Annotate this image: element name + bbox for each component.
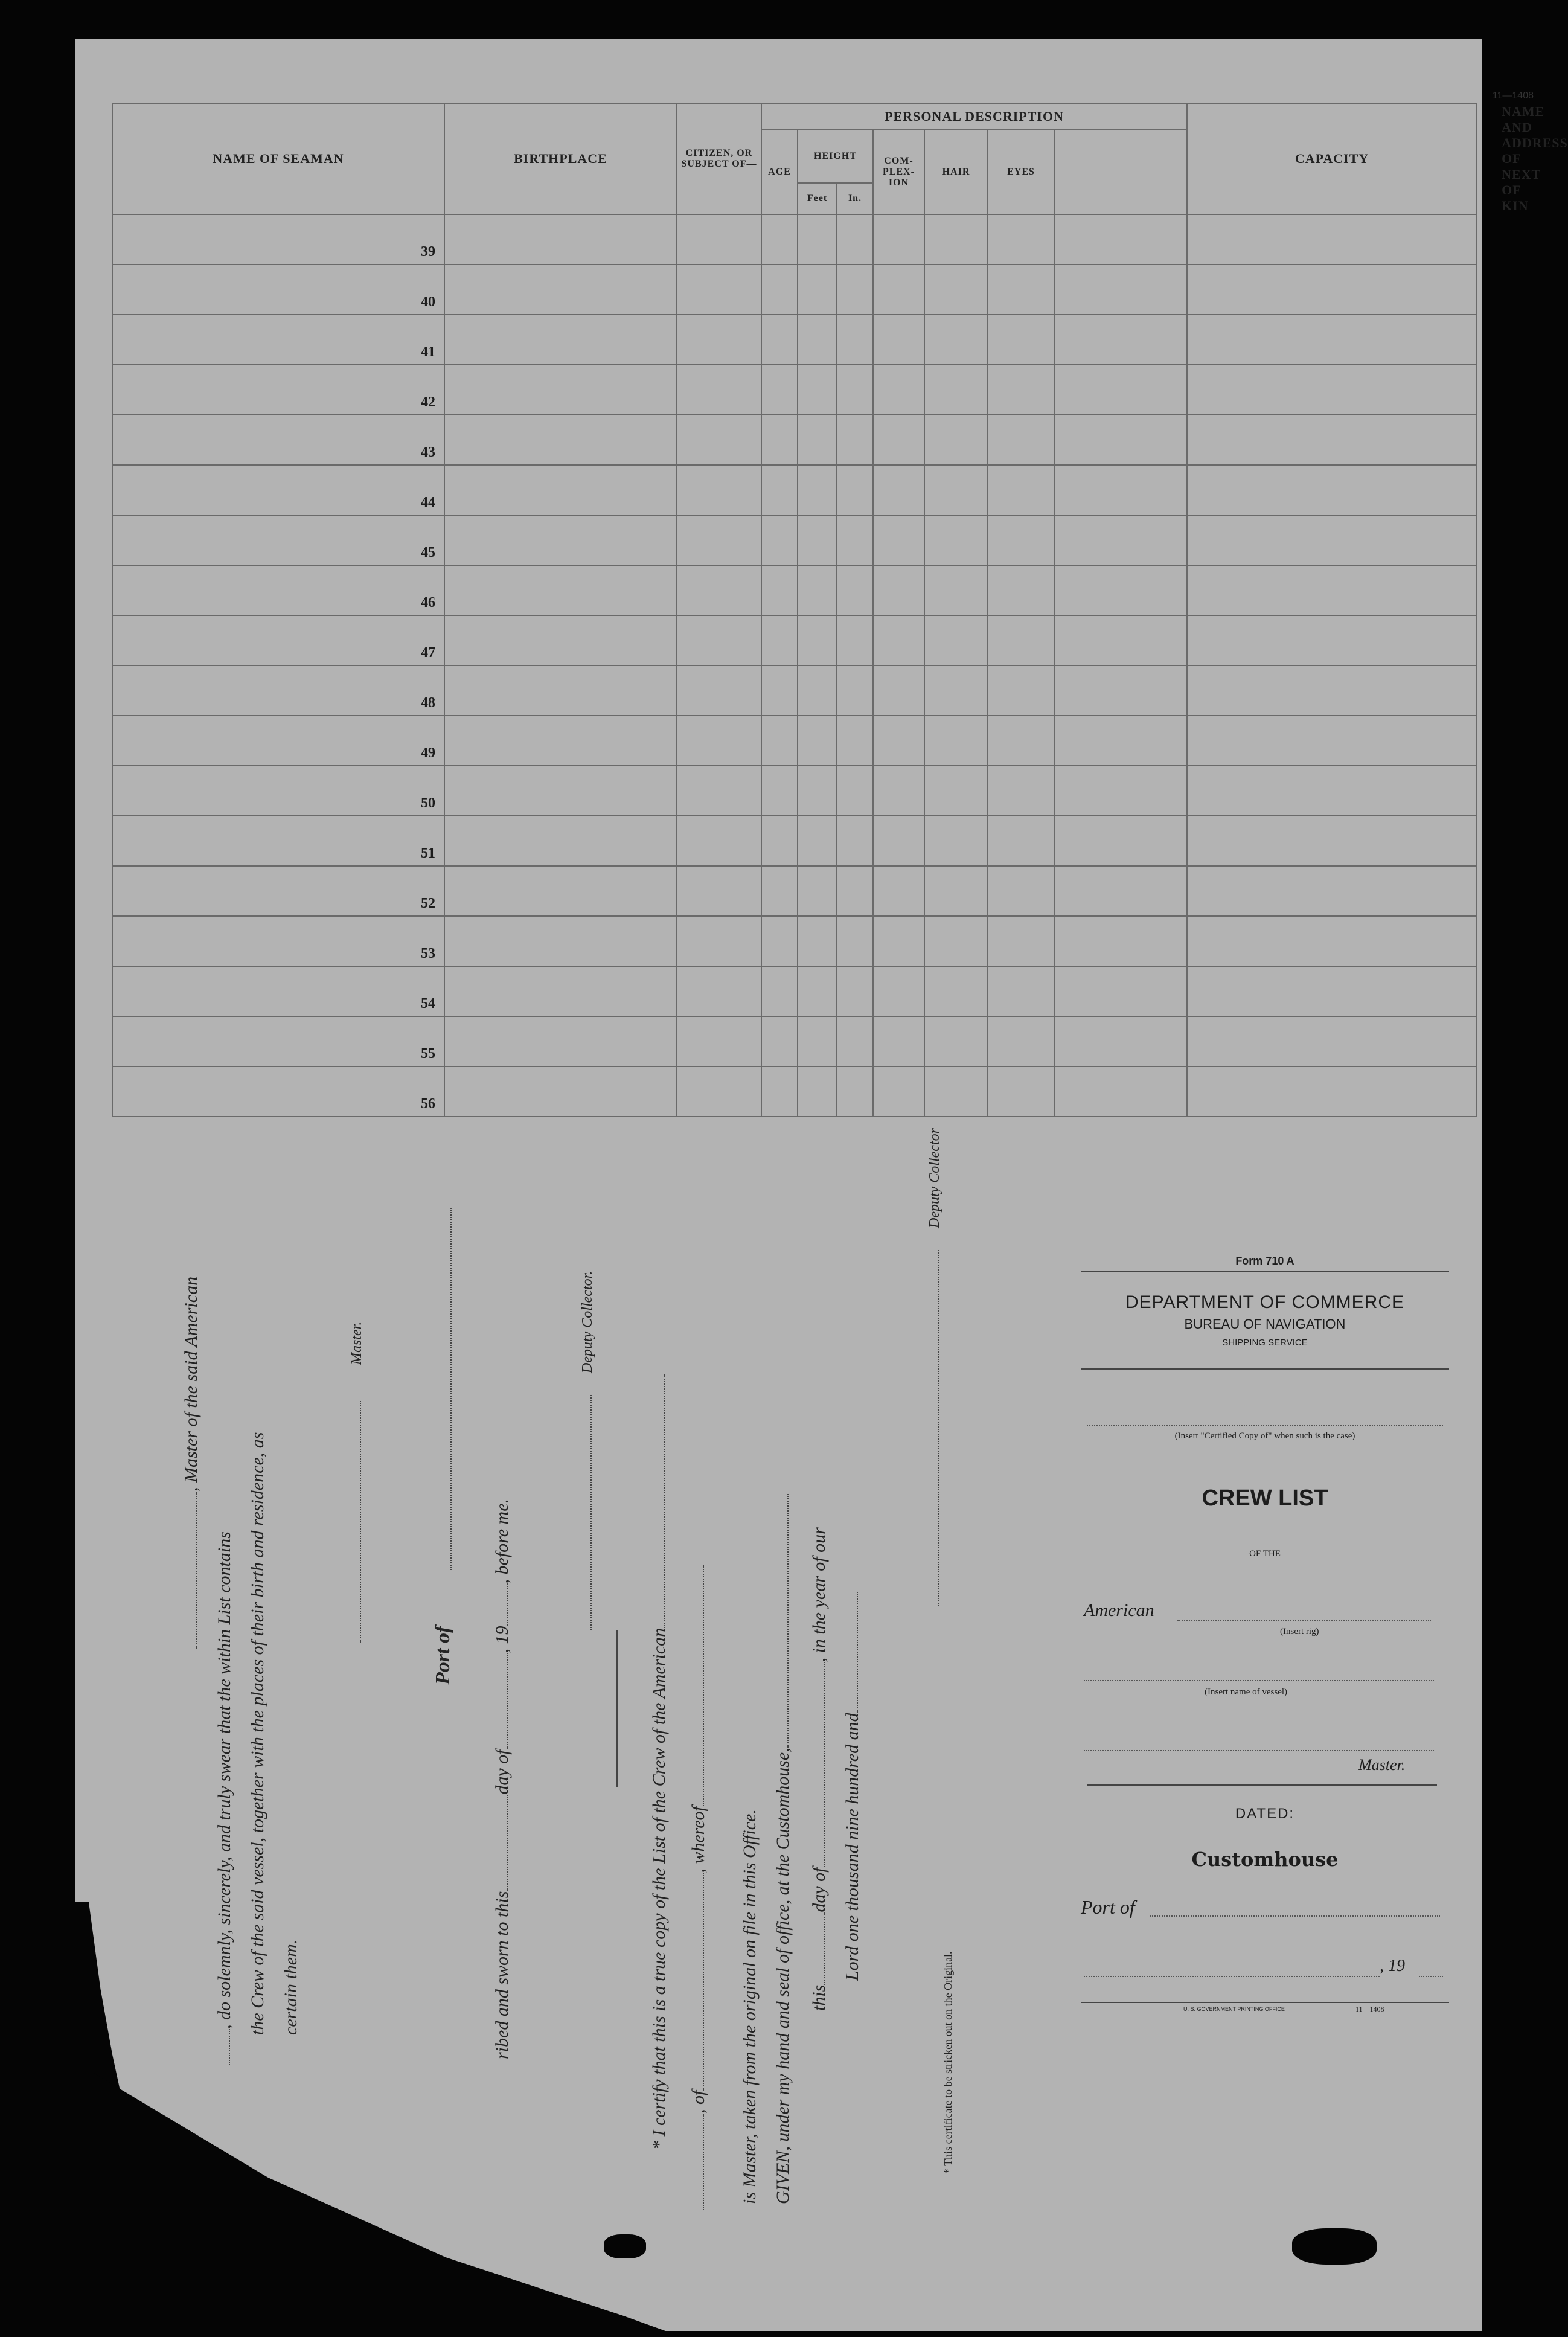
blank-cell <box>761 916 798 966</box>
blank-cell <box>761 465 798 515</box>
header-hair: HAIR <box>924 130 988 214</box>
blank-cell <box>873 214 924 264</box>
american-label: American <box>1084 1600 1154 1620</box>
blank-cell <box>837 866 873 916</box>
insert-rig-note: (Insert rig) <box>1280 1627 1319 1637</box>
blank-cell <box>837 615 873 665</box>
blank-cell <box>444 615 677 665</box>
blank-cell <box>924 766 988 816</box>
blank-cell <box>837 315 873 365</box>
certificate-line-2: is Master, taken from the original on file in this Office. <box>740 1809 760 2204</box>
ink-blot <box>1292 2228 1377 2265</box>
oath-line-1: , Master of the said American <box>181 1277 202 1649</box>
oath-subscribed-line: ribed and sworn to thisday of, 19, before me. <box>492 1498 512 2059</box>
blank-cell <box>677 365 761 415</box>
year-label: , 19 <box>1380 1957 1405 1975</box>
year-line <box>1419 1976 1443 1977</box>
blank-cell <box>873 465 924 515</box>
blank-cell <box>924 565 988 615</box>
blank-cell <box>873 866 924 916</box>
blank-cell <box>798 264 837 315</box>
certificate-deputy-collector: Deputy Collector <box>927 1128 943 1606</box>
certificate-line-1: * I certify that this is a true copy of the List of the Crew of the American <box>649 1374 670 2150</box>
blank-cell <box>873 315 924 365</box>
blank-cell <box>1187 565 1477 615</box>
blank-cell <box>444 315 677 365</box>
blank-cell <box>873 665 924 716</box>
port-of-label: Port of <box>1081 1896 1135 1918</box>
blank-cell <box>924 615 988 665</box>
row-number: 44 <box>112 465 444 515</box>
blank-cell <box>761 415 798 465</box>
blank-cell <box>924 665 988 716</box>
blank-cell <box>444 515 677 565</box>
blank-cell <box>873 415 924 465</box>
blank-cell <box>1187 816 1477 866</box>
blank-cell <box>837 565 873 615</box>
blank-cell <box>761 615 798 665</box>
blank-cell <box>988 866 1054 916</box>
table-row <box>112 264 1477 315</box>
blank-cell <box>761 264 798 315</box>
header-feet: Feet <box>798 183 837 214</box>
blank-cell <box>677 816 761 866</box>
blank-cell <box>1187 465 1477 515</box>
blank-cell <box>1054 1066 1187 1117</box>
row-number: 52 <box>112 866 444 916</box>
blank-cell <box>677 665 761 716</box>
blank-cell <box>1054 665 1187 716</box>
blank-cell <box>873 365 924 415</box>
table-row <box>112 665 1477 716</box>
blank-cell <box>1054 365 1187 415</box>
blank-cell <box>677 766 761 816</box>
blank-cell <box>873 515 924 565</box>
table-row <box>112 465 1477 515</box>
header-eyes: EYES <box>988 130 1054 214</box>
divider <box>1087 1784 1437 1786</box>
blank-cell <box>798 966 837 1016</box>
blank-cell <box>1187 916 1477 966</box>
blank-cell <box>837 766 873 816</box>
header-capacity: CAPACITY <box>1187 103 1477 214</box>
of-the-label: OF THE <box>1249 1549 1281 1559</box>
certificate-of-whereof: , of, whereof <box>688 1565 709 2210</box>
cover-form-code: 11—1408 <box>1355 2005 1384 2013</box>
blank-cell <box>924 816 988 866</box>
blank-cell <box>924 966 988 1016</box>
blank-cell <box>677 415 761 465</box>
blank-cell <box>873 966 924 1016</box>
blank-cell <box>677 264 761 315</box>
blank-cell <box>444 365 677 415</box>
blank-cell <box>677 214 761 264</box>
blank-cell <box>924 214 988 264</box>
blank-cell <box>1054 615 1187 665</box>
blank-cell <box>988 916 1054 966</box>
table-row <box>112 1066 1477 1117</box>
blank-cell <box>677 1016 761 1066</box>
certificate-this-day: thisday of, in the year of our <box>809 1527 829 2011</box>
header-name-of-seaman: NAME OF SEAMAN <box>112 103 444 214</box>
blank-cell <box>873 1066 924 1117</box>
blank-cell <box>1054 565 1187 615</box>
rig-line <box>1177 1620 1431 1621</box>
blank-cell <box>444 1066 677 1117</box>
certified-copy-line <box>1087 1425 1443 1426</box>
blank-cell <box>761 315 798 365</box>
blank-cell <box>444 716 677 766</box>
blank-cell <box>837 465 873 515</box>
insert-certified-note: (Insert "Certified Copy of" when such is the case) <box>1174 1431 1355 1441</box>
blank-cell <box>798 565 837 615</box>
master-name-line <box>1084 1750 1434 1751</box>
header-citizen: CITIZEN, OR SUBJECT OF— <box>677 103 761 214</box>
blank-cell <box>1054 766 1187 816</box>
divider <box>1081 2002 1449 2003</box>
blank-cell <box>798 515 837 565</box>
blank-cell <box>444 415 677 465</box>
blank-cell <box>988 816 1054 866</box>
blank-cell <box>924 1066 988 1117</box>
vessel-name-line <box>1084 1680 1434 1681</box>
blank-cell <box>444 264 677 315</box>
row-number: 49 <box>112 716 444 766</box>
form-number: Form 710 A <box>1235 1255 1294 1267</box>
header-height: HEIGHT <box>798 130 873 183</box>
blank-cell <box>798 615 837 665</box>
blank-cell <box>873 716 924 766</box>
blank-cell <box>924 465 988 515</box>
blank-cell <box>988 515 1054 565</box>
blank-cell <box>873 1016 924 1066</box>
blank-cell <box>988 315 1054 365</box>
blank-cell <box>988 615 1054 665</box>
blank-cell <box>924 264 988 315</box>
blank-cell <box>1187 415 1477 465</box>
blank-cell <box>677 315 761 365</box>
dated-label: DATED: <box>1235 1806 1295 1822</box>
header-personal-description: PERSONAL DESCRIPTION <box>761 103 1187 130</box>
blank-cell <box>1054 415 1187 465</box>
printing-office: U. S. GOVERNMENT PRINTING OFFICE <box>1183 2006 1285 2012</box>
table-row <box>112 866 1477 916</box>
table-row <box>112 716 1477 766</box>
blank-cell <box>444 214 677 264</box>
blank-cell <box>798 916 837 966</box>
oath-line-2: , do solemnly, sincerely, and truly swear that the within List contains <box>214 1531 235 2065</box>
blank-cell <box>444 816 677 866</box>
blank-cell <box>1187 665 1477 716</box>
table-row <box>112 415 1477 465</box>
table-row <box>112 315 1477 365</box>
blank-cell <box>444 966 677 1016</box>
row-number: 50 <box>112 766 444 816</box>
blank-cell <box>1187 966 1477 1016</box>
blank-cell <box>1187 264 1477 315</box>
blank-cell <box>798 465 837 515</box>
table-row <box>112 1016 1477 1066</box>
blank-cell <box>988 766 1054 816</box>
blank-cell <box>1054 465 1187 515</box>
blank-cell <box>761 665 798 716</box>
table-row <box>112 766 1477 816</box>
blank-cell <box>677 916 761 966</box>
blank-cell <box>1054 515 1187 565</box>
blank-cell <box>444 665 677 716</box>
blank-cell <box>761 515 798 565</box>
bureau-title: BUREAU OF NAVIGATION <box>1184 1316 1346 1332</box>
header-birthplace: BIRTHPLACE <box>444 103 677 214</box>
department-title: DEPARTMENT OF COMMERCE <box>1125 1292 1405 1312</box>
blank-cell <box>924 866 988 916</box>
blank-cell <box>988 365 1054 415</box>
master-label: Master. <box>1358 1756 1406 1774</box>
blank-cell <box>837 716 873 766</box>
row-number: 39 <box>112 214 444 264</box>
blank-cell <box>988 716 1054 766</box>
blank-cell <box>873 264 924 315</box>
divider <box>1081 1271 1449 1272</box>
blank-cell <box>677 565 761 615</box>
blank-cell <box>677 866 761 916</box>
blank-cell <box>837 916 873 966</box>
blank-cell <box>677 615 761 665</box>
service-title: SHIPPING SERVICE <box>1222 1338 1308 1348</box>
blank-cell <box>924 916 988 966</box>
blank-cell <box>798 365 837 415</box>
blank-cell <box>988 214 1054 264</box>
table-row <box>112 966 1477 1016</box>
row-number: 48 <box>112 665 444 716</box>
blank-cell <box>444 866 677 916</box>
blank-cell <box>837 415 873 465</box>
table-row <box>112 816 1477 866</box>
row-number: 54 <box>112 966 444 1016</box>
blank-cell <box>1187 214 1477 264</box>
blank-cell <box>761 816 798 866</box>
blank-cell <box>798 214 837 264</box>
blank-cell <box>988 1066 1054 1117</box>
blank-cell <box>873 615 924 665</box>
oath-port-line <box>444 1208 455 1570</box>
header-complexion: COM- PLEX- ION <box>873 130 924 214</box>
row-number: 41 <box>112 315 444 365</box>
blank-cell <box>1054 1016 1187 1066</box>
blank-cell <box>873 816 924 866</box>
blank-cell <box>444 465 677 515</box>
row-number: 46 <box>112 565 444 615</box>
certificate-lord-line: Lord one thousand nine hundred and <box>842 1592 863 1981</box>
blank-cell <box>798 716 837 766</box>
blank-cell <box>1054 816 1187 866</box>
crew-list-cover <box>1081 1244 1449 2023</box>
table-row <box>112 214 1477 264</box>
date-line <box>1084 1976 1380 1977</box>
blank-cell <box>924 415 988 465</box>
ink-blot <box>604 2234 646 2258</box>
master-signature-line: Master. <box>349 1322 365 1643</box>
blank-cell <box>798 1016 837 1066</box>
blank-cell <box>444 766 677 816</box>
oath-line-4: certain them. <box>281 1939 301 2035</box>
blank-cell <box>761 365 798 415</box>
oath-short-line <box>610 1630 621 1787</box>
blank-cell <box>873 766 924 816</box>
blank-cell <box>1187 315 1477 365</box>
blank-cell <box>798 816 837 866</box>
crew-roster-table: NAME OF SEAMAN BIRTHPLACE CITIZEN, OR SUBJECT OF— PERSONAL DESCRIPTION CAPACITY NAME AND ADDRESS OF NEXT OF KIN AGE HEIGHT COM- PLEX- ION HAIR EYES Feet In. 39 40 41 42 43 44 45 46 47 48 49 50 51 52 53 54 55 56 <box>112 103 1477 1117</box>
deputy-collector-label: Deputy Collector. <box>580 1271 596 1630</box>
row-number: 47 <box>112 615 444 665</box>
table-row <box>112 515 1477 565</box>
blank-cell <box>761 565 798 615</box>
table-row <box>112 916 1477 966</box>
blank-cell <box>924 1016 988 1066</box>
blank-cell <box>677 716 761 766</box>
blank-cell <box>837 1066 873 1117</box>
blank-cell <box>1054 966 1187 1016</box>
table-row <box>112 615 1477 665</box>
table-row <box>112 365 1477 415</box>
row-number: 40 <box>112 264 444 315</box>
row-number: 55 <box>112 1016 444 1066</box>
form-code-top: 11—1408 <box>1492 91 1534 101</box>
table-row <box>112 565 1477 615</box>
blank-cell <box>988 415 1054 465</box>
blank-cell <box>677 465 761 515</box>
blank-cell <box>798 415 837 465</box>
blank-cell <box>761 214 798 264</box>
blank-cell <box>798 1066 837 1117</box>
blank-cell <box>1054 916 1187 966</box>
blank-cell <box>1187 365 1477 415</box>
row-number: 45 <box>112 515 444 565</box>
blank-cell <box>924 315 988 365</box>
blank-cell <box>761 1016 798 1066</box>
blank-cell <box>761 866 798 916</box>
blank-cell <box>444 565 677 615</box>
crew-list-title: CREW LIST <box>1202 1486 1328 1511</box>
blank-cell <box>444 916 677 966</box>
blank-cell <box>1054 315 1187 365</box>
blank-cell <box>761 1066 798 1117</box>
blank-cell <box>798 315 837 365</box>
header-age: AGE <box>761 130 798 214</box>
certificate-footnote: * This certificate to be stricken out on the Original. <box>942 1951 954 2174</box>
blank-cell <box>1187 766 1477 816</box>
blank-cell <box>1054 716 1187 766</box>
blank-cell <box>1054 866 1187 916</box>
blank-cell <box>1187 1066 1477 1117</box>
insert-name-note: (Insert name of vessel) <box>1205 1687 1288 1697</box>
blank-cell <box>1187 515 1477 565</box>
blank-cell <box>677 1066 761 1117</box>
blank-cell <box>1054 264 1187 315</box>
blank-cell <box>988 966 1054 1016</box>
blank-cell <box>798 766 837 816</box>
row-number: 56 <box>112 1066 444 1117</box>
blank-cell <box>761 766 798 816</box>
blank-cell <box>837 214 873 264</box>
certificate-line-3: GIVEN, under my hand and seal of office, at the Customhouse, <box>773 1494 793 2204</box>
blank-cell <box>798 665 837 716</box>
blank-cell <box>837 515 873 565</box>
blank-cell <box>444 1016 677 1066</box>
header-inches: In. <box>837 183 873 214</box>
blank-cell <box>677 515 761 565</box>
divider <box>1081 1368 1449 1370</box>
blank-cell <box>1054 214 1187 264</box>
blank-cell <box>1187 866 1477 916</box>
oath-line-3: the Crew of the said vessel, together with the places of their birth and residence, as <box>248 1432 267 2035</box>
row-number: 43 <box>112 415 444 465</box>
blank-cell <box>761 716 798 766</box>
blank-cell <box>837 365 873 415</box>
blank-cell <box>837 816 873 866</box>
blank-cell <box>1187 1016 1477 1066</box>
blank-cell <box>873 916 924 966</box>
blank-cell <box>988 665 1054 716</box>
blank-cell <box>761 966 798 1016</box>
row-number: 51 <box>112 816 444 866</box>
blank-cell <box>924 365 988 415</box>
customhouse-label: Customhouse <box>1191 1848 1339 1871</box>
blank-cell <box>988 1016 1054 1066</box>
blank-cell <box>798 866 837 916</box>
oath-port-of: Port of <box>432 1626 454 1685</box>
blank-cell <box>988 264 1054 315</box>
blank-cell <box>924 515 988 565</box>
blank-cell <box>988 565 1054 615</box>
row-number: 53 <box>112 916 444 966</box>
blank-cell <box>837 264 873 315</box>
blank-cell <box>837 1016 873 1066</box>
blank-cell <box>924 716 988 766</box>
blank-cell <box>1187 615 1477 665</box>
blank-cell <box>677 966 761 1016</box>
blank-cell <box>1187 716 1477 766</box>
blank-cell <box>873 565 924 615</box>
blank-cell <box>837 665 873 716</box>
row-number: 42 <box>112 365 444 415</box>
port-line <box>1150 1915 1440 1917</box>
blank-cell <box>988 465 1054 515</box>
blank-cell <box>837 966 873 1016</box>
